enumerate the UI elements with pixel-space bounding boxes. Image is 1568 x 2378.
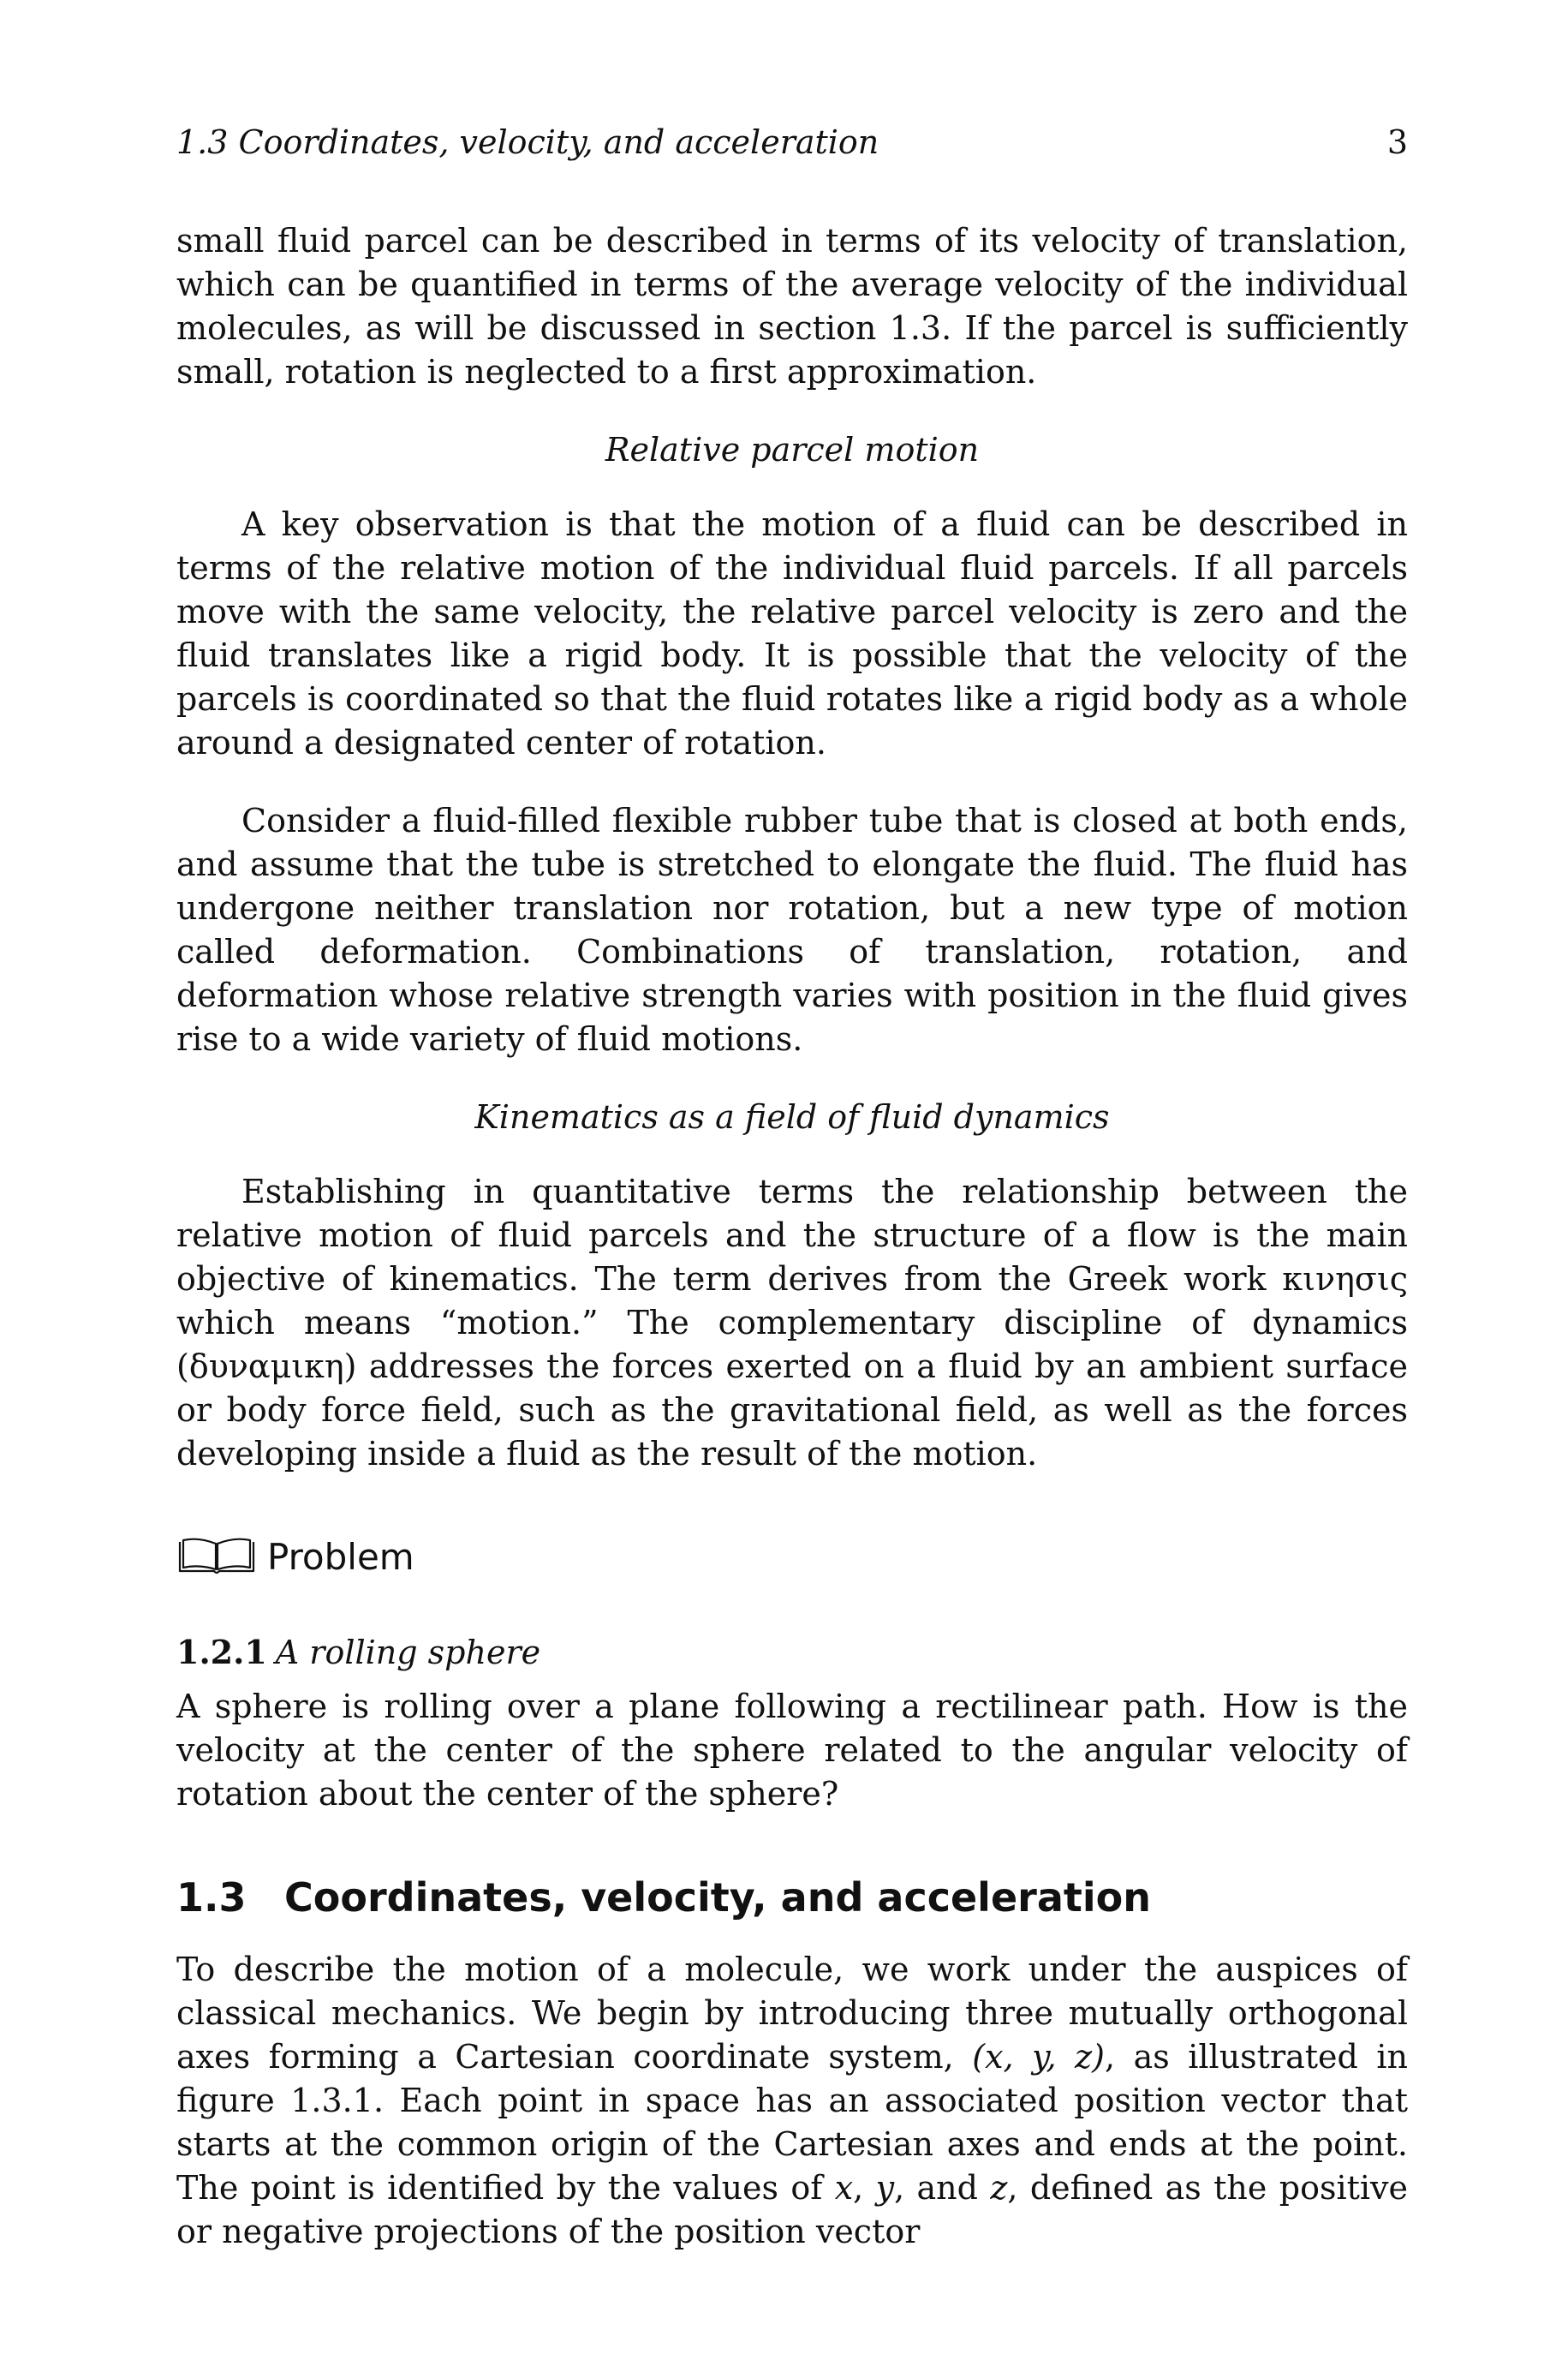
problem-label-row	[176, 1521, 1408, 1592]
paragraph-parcel-translation: small fluid parcel can be described in terms of its velocity of translation, which can be quantified in terms of the average velocity of the individual molecules, as will be discussed in section 1.3. If the parcel is sufficiently small, rotation is neglected to a first approximation.	[176, 222, 1408, 391]
variable-z: z	[990, 2169, 1008, 2207]
coordinates-text-2: , as illustrated in figure 1.3.1. Each point in space has an associated position vector that starts at the common origin of the Cartesian axes and ends at the point. The point is identified by the values of	[176, 2038, 1408, 2207]
subheading-kinematics: Kinematics as a field of fluid dynamics	[474, 1098, 1110, 1136]
section-heading	[176, 1871, 1408, 1924]
body-text	[176, 219, 1408, 2254]
variable-x: x	[834, 2169, 854, 2207]
open-book-icon	[176, 1537, 257, 1576]
problem-number: 1.2.1	[176, 1633, 267, 1671]
coordinates-text-3: , defined as the positive or negative projections of the position vector	[176, 2169, 1408, 2250]
section-title: Coordinates, velocity, and acceleration	[284, 1874, 1151, 1921]
problem-title: A rolling sphere	[275, 1634, 541, 1671]
separator-1: ,	[853, 2169, 876, 2207]
separator-2: , and	[894, 2169, 991, 2207]
variable-y: y	[875, 2169, 895, 2207]
coordinates-tuple: (x, y, z)	[972, 2038, 1105, 2076]
paragraph-coordinates	[176, 1948, 1408, 2254]
coordinates-text-1: To describe the motion of a molecule, we work under the auspices of classical mechanics. We begin by introducing three mutually orthogonal axes forming a Cartesian coordinate system,	[176, 1951, 1408, 2076]
problem-text: A sphere is rolling over a plane following a rectilinear path. How is the velocity at the center of the sphere related to the angular velocity of rotation about the center of the sphere?	[176, 1688, 1408, 1813]
section-number: 1.3	[176, 1874, 247, 1921]
problem-label: Problem	[267, 1535, 414, 1578]
running-title: 1.3 Coordinates, velocity, and acceleration	[176, 123, 879, 161]
paragraph-kinematics: Establishing in quantitative terms the relationship between the relative motion of fluid parcels and the structure of a flow is the main objective of kinematics. The term derives from the Greek work κινησις which means “motion.” The complementary discipline of dynamics (δυναμικη) addresses the forces exerted on a fluid by an ambient surface or body force field, such as the gravitational field, as well as the forces developing inside a fluid as the result of the motion.	[176, 1173, 1408, 1473]
running-header	[176, 120, 1408, 164]
problem-heading	[176, 1630, 1408, 1675]
paragraph-rubber-tube: Consider a fluid-filled flexible rubber tube that is closed at both ends, and assume that the tube is stretched to elongate the fluid. The fluid has undergone neither translation nor rotation, but a new type of motion called deformation. Combinations of translation, rotation, and deformation whose relative strength varies with position in the fluid gives rise to a wide variety of fluid motions.	[176, 802, 1408, 1058]
page-number: 3	[1386, 123, 1408, 161]
subheading-relative-parcel-motion: Relative parcel motion	[605, 431, 980, 469]
paragraph-relative-motion: A key observation is that the motion of a fluid can be described in terms of the relative motion of the individual fluid parcels. If all parcels move with the same velocity, the relative parcel velocity is zero and the fluid translates like a rigid body. It is possible that the velocity of the parcels is coordinated so that the fluid rotates like a rigid body as a whole around a designated center of rotation.	[176, 505, 1408, 762]
